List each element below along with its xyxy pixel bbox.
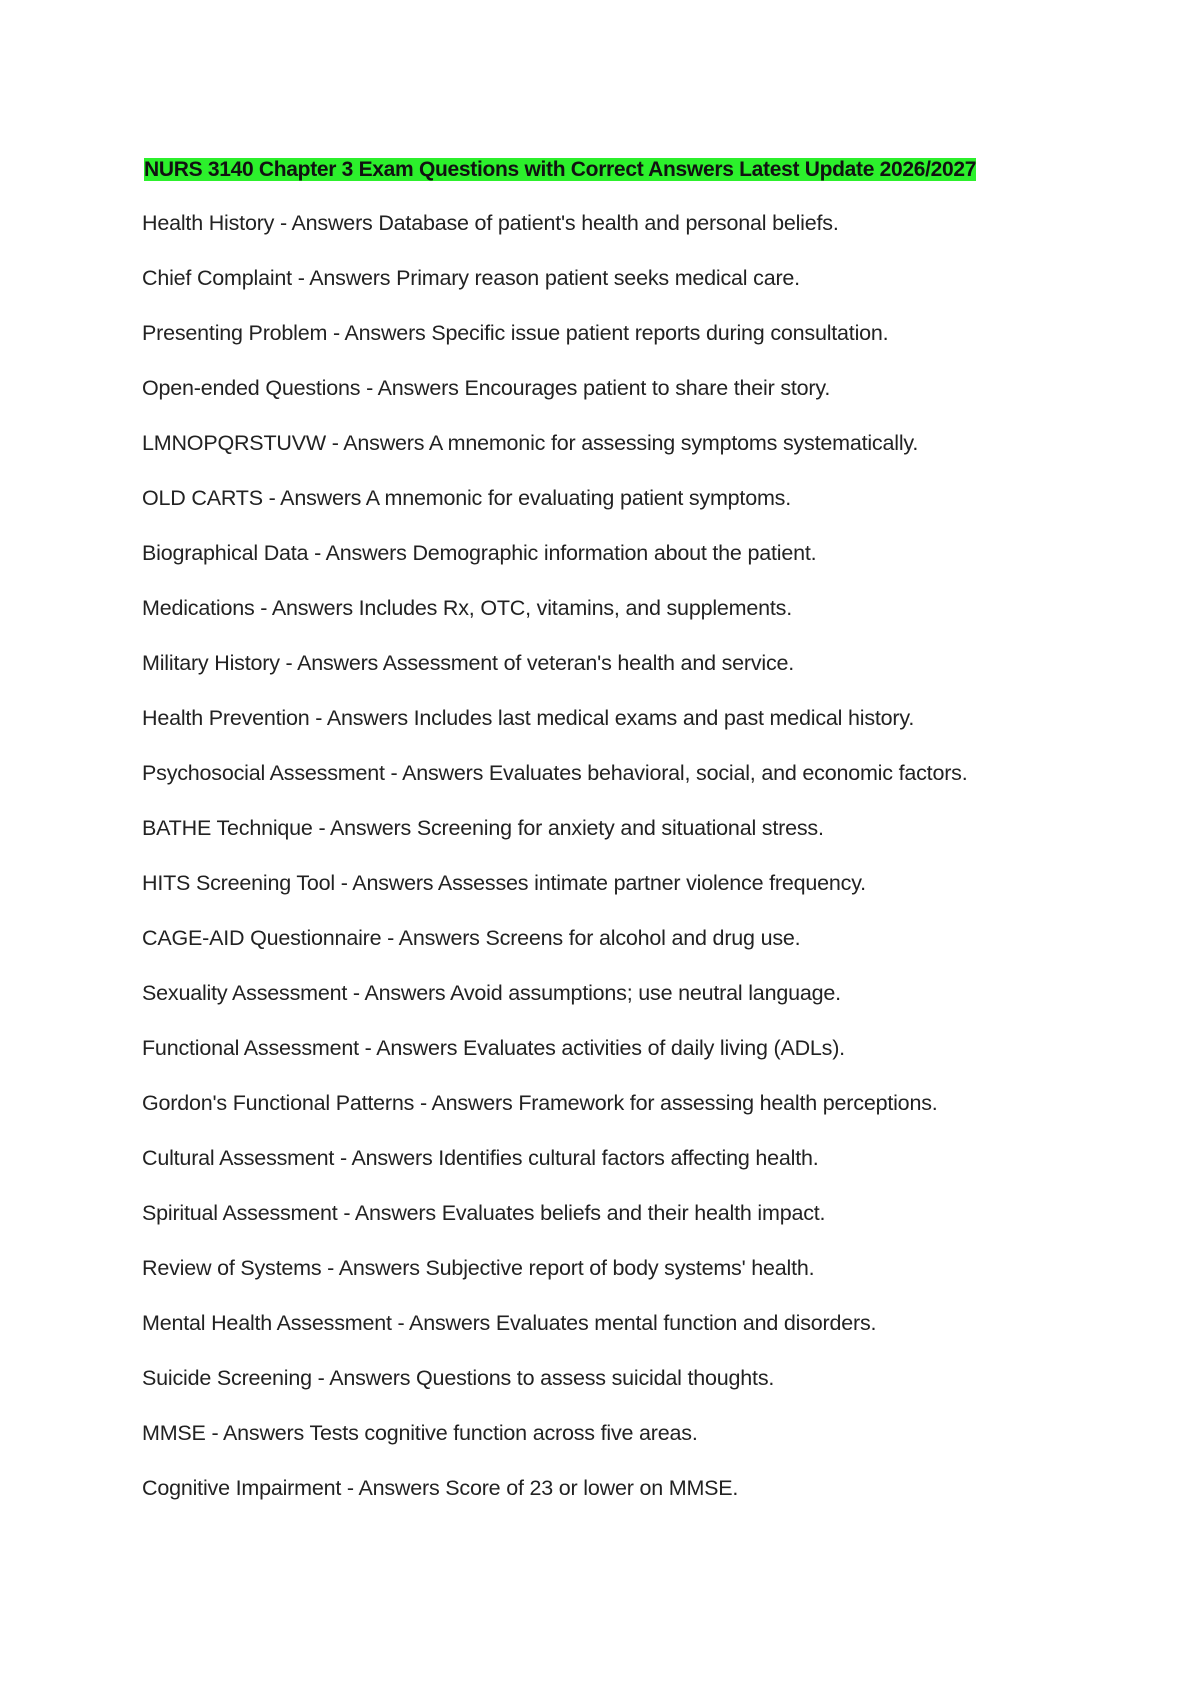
qa-item: Suicide Screening - Answers Questions to assess suicidal thoughts.: [142, 1366, 775, 1390]
qa-item: Review of Systems - Answers Subjective report of body systems' health.: [142, 1256, 815, 1280]
qa-item: CAGE-AID Questionnaire - Answers Screens for alcohol and drug use.: [142, 926, 801, 950]
qa-list: [142, 206, 1102, 1526]
qa-item: Medications - Answers Includes Rx, OTC, vitamins, and supplements.: [142, 596, 792, 620]
title-highlight: NURS 3140 Chapter 3 Exam Questions with Correct Answers Latest Update 2026/2027: [144, 158, 977, 181]
qa-item: Health Prevention - Answers Includes last medical exams and past medical history.: [142, 706, 915, 730]
qa-item: Cognitive Impairment - Answers Score of 23 or lower on MMSE.: [142, 1476, 739, 1500]
qa-item: Biographical Data - Answers Demographic information about the patient.: [142, 541, 817, 565]
qa-item: Sexuality Assessment - Answers Avoid assumptions; use neutral language.: [142, 981, 841, 1005]
qa-item: LMNOPQRSTUVW - Answers A mnemonic for assessing symptoms systematically.: [142, 431, 919, 455]
qa-item: Psychosocial Assessment - Answers Evaluates behavioral, social, and economic factors.: [142, 761, 968, 785]
qa-item: OLD CARTS - Answers A mnemonic for evaluating patient symptoms.: [142, 486, 791, 510]
qa-item: Gordon's Functional Patterns - Answers Framework for assessing health perceptions.: [142, 1091, 938, 1115]
qa-item: HITS Screening Tool - Answers Assesses intimate partner violence frequency.: [142, 871, 866, 895]
qa-item: Open-ended Questions - Answers Encourages patient to share their story.: [142, 376, 831, 400]
qa-item: Mental Health Assessment - Answers Evaluates mental function and disorders.: [142, 1311, 877, 1335]
qa-item: Spiritual Assessment - Answers Evaluates beliefs and their health impact.: [142, 1201, 826, 1225]
qa-item: Health History - Answers Database of patient's health and personal beliefs.: [142, 211, 839, 235]
document-title: [142, 154, 978, 186]
qa-item: Functional Assessment - Answers Evaluates activities of daily living (ADLs).: [142, 1036, 845, 1060]
qa-item: Chief Complaint - Answers Primary reason patient seeks medical care.: [142, 266, 800, 290]
qa-item: Cultural Assessment - Answers Identifies cultural factors affecting health.: [142, 1146, 819, 1170]
qa-item: Military History - Answers Assessment of veteran's health and service.: [142, 651, 795, 675]
qa-item: MMSE - Answers Tests cognitive function across five areas.: [142, 1421, 698, 1445]
qa-item: Presenting Problem - Answers Specific issue patient reports during consultation.: [142, 321, 889, 345]
qa-item: BATHE Technique - Answers Screening for anxiety and situational stress.: [142, 816, 824, 840]
